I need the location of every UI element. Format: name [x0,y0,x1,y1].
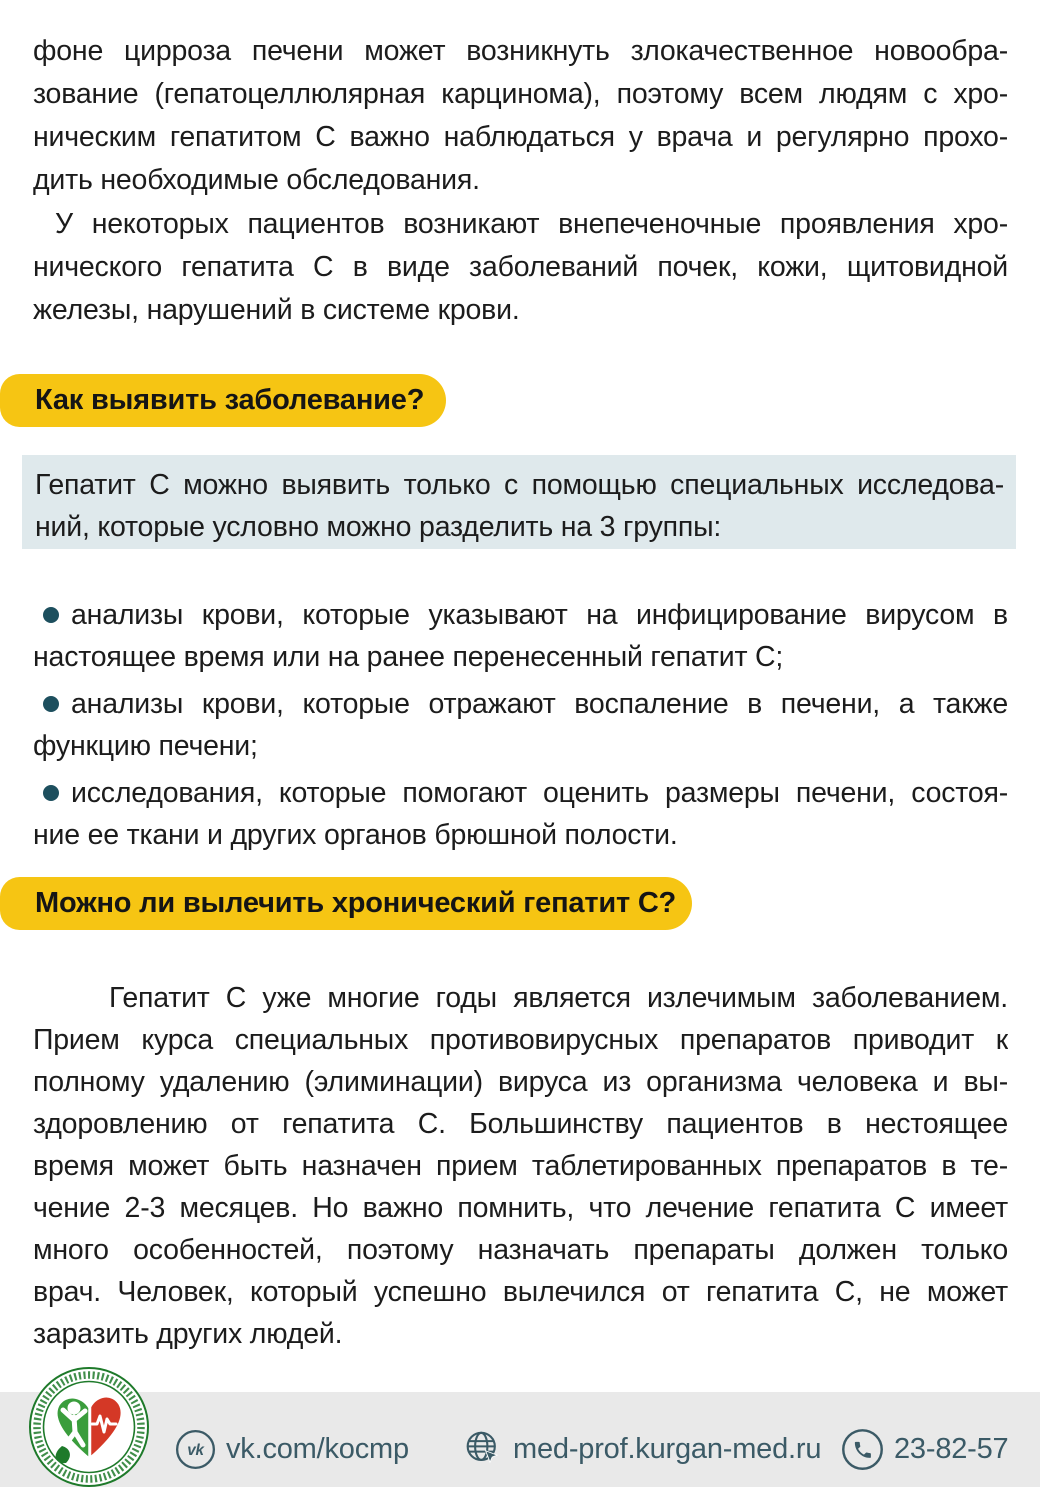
text-line: дить необходимые обследования. [33,164,480,196]
bullet-item [33,772,1008,856]
text-line: нического гепатита С в виде заболеваний почек, кожи, щитовидной [33,251,1008,283]
heading-can-cure [0,877,692,930]
text-line: много особенностей, поэтому назначать препараты должен только [33,1234,1008,1266]
phone-link-label: 23-82-57 [894,1432,1009,1465]
bullet-item [33,683,1008,767]
text-line: функцию печени; [33,730,258,762]
text-line: железы, нарушений в системе крови. [33,294,520,326]
text-line: время может быть назначен прием таблетированных препаратов в те- [33,1150,1008,1182]
detect-intro-callout [22,455,1016,549]
text-line: Прием курса специальных противовирусных препаратов приводит к [33,1024,1008,1056]
text-line: ническим гепатитом С важно наблюдаться у врача и регулярно прохо- [33,121,1008,153]
website-link[interactable] [462,1426,821,1472]
paragraph-treatment [33,977,1008,1355]
svg-text:vk: vk [187,1441,204,1459]
text-line: анализы крови, которые указывают на инфицирование вирусом в [33,594,1008,636]
text-line: фоне цирроза печени может возникнуть злокачественное новообра- [33,35,1008,67]
heading-can-cure-label: Можно ли вылечить хронический гепатит С? [35,887,677,919]
medical-center-heart-emblem [28,1366,150,1488]
heading-how-to-detect-label: Как выявить заболевание? [35,384,425,416]
text-line: чение 2-3 месяцев. Но важно помнить, что лечение гепатита С имеет [33,1192,1008,1224]
text-line: У некоторых пациентов возникают внепеченочные проявления хро- [55,208,1008,240]
text-line: Гепатит С можно выявить только с помощью специальных исследова- [35,469,1004,501]
text-line: полному удалению (элиминации) вируса из организма человека и вы- [33,1066,1008,1098]
vk-icon [174,1428,217,1471]
bullet-item [33,594,1008,678]
text-line: Гепатит С уже многие годы является излечимым заболеванием. [109,982,1008,1014]
heading-how-to-detect [0,374,446,427]
phone-link[interactable] [840,1426,1009,1472]
logo-svg [28,1366,150,1488]
bullet-dot-icon [43,607,59,623]
phone-icon [840,1427,885,1472]
text-line: ние ее ткани и других органов брюшной полости. [33,819,678,851]
text-line: исследования, которые помогают оценить размеры печени, состоя- [33,772,1008,814]
paragraph-cirrhosis [33,30,1008,202]
bullet-dot-icon [43,785,59,801]
text-line: заразить других людей. [33,1318,343,1350]
vk-link-label: vk.com/kocmp [226,1432,409,1465]
bullet-dot-icon [43,696,59,712]
text-line: анализы крови, которые отражают воспаление в печени, а также [33,683,1008,725]
paragraph-extrahepatic [33,203,1008,332]
website-link-label: med-prof.kurgan-med.ru [513,1432,822,1465]
text-line: ний, которые условно можно разделить на 3 группы: [35,511,722,543]
detect-bullet-list [33,594,1008,861]
globe-cursor-icon [462,1428,504,1470]
text-line: зование (гепатоцеллюлярная карцинома), поэтому всем людям с хро- [33,78,1008,110]
text-line: настоящее время или на ранее перенесенный гепатит С; [33,641,784,673]
text-line: здоровлению от гепатита С. Большинству пациентов в нестоящее [33,1108,1008,1140]
vk-link[interactable] [174,1426,409,1472]
text-line: врач. Человек, который успешно вылечился от гепатита С, не может [33,1276,1008,1308]
